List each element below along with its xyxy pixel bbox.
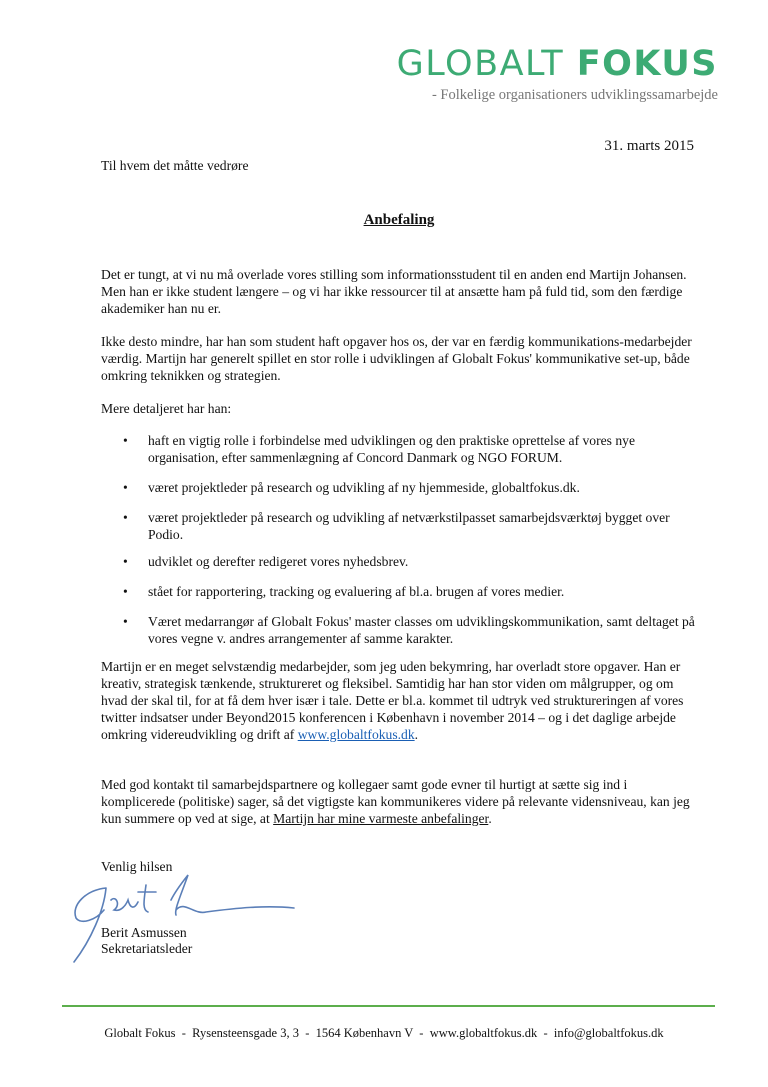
- letter-title: Anbefaling: [363, 212, 435, 228]
- underlined-text: Martijn har mine varmeste anbefalinger: [273, 811, 489, 826]
- closing: Venlig hilsen: [101, 859, 173, 874]
- logo-bold: FOKUS: [576, 44, 718, 84]
- paragraph: [101, 776, 701, 827]
- list-item: • været projektleder på research og udvikling af netværkstilpasset samarbejdsværktøj bygget over Podio.: [123, 510, 670, 542]
- list-item: • været projektleder på research og udvikling af ny hjemmeside, globaltfokus.dk.: [123, 480, 580, 495]
- paragraph-end: .: [488, 811, 492, 826]
- paragraph-text: Martijn er en meget selvstændig medarbejder, som jeg uden bekymring, har overladt store opgaver. Han er kreativ, strategisk tænkende, struktureret og fleksibel. Samtidig har han stor viden om målgrupper, og om hvad der skal til, for at få dem hver især i tale. Dette er bl.a. kommet til udtryk ved struktureringen af vores twitter indsatser under Beyond2015 konferencen i København i november 2014 – og i det daglige arbejde omkring videreudvikling og drift af: [101, 659, 684, 742]
- list-item: • haft en vigtig rolle i forbindelse med udviklingen og den praktiske oprettelse af vores nye organisation, efter sammenlægning af Concord Danmark og NGO FORUM.: [123, 433, 635, 465]
- list-item-text: haft en vigtig rolle i forbindelse med udviklingen og den praktiske oprettelse af vores nye organisation, efter sammenlægning af Concord Danmark og NGO FORUM.: [148, 433, 635, 465]
- logo: [397, 44, 718, 84]
- tagline: - Folkelige organisationers udviklingssamarbejde: [431, 87, 718, 103]
- salutation: Til hvem det måtte vedrøre: [101, 158, 249, 173]
- list-item-text: Været medarrangør af Globalt Fokus' master classes om udviklingskommunikation, samt deltaget på vores vegne v. andres arrangementer af samme karakter.: [148, 614, 695, 646]
- paragraph-text: Med god kontakt til samarbejdspartnere og kollegaer samt gode evner til hurtigt at sætte sig ind i komplicerede (politiske) sager, så det vigtigste kan kommunikeres videre på relevante vidensniveau, kan jeg kun summere op ved at sige, at: [101, 777, 690, 826]
- list-item: • udviklet og derefter redigeret vores nyhedsbrev.: [123, 554, 409, 569]
- signer-title: Sekretariatsleder: [101, 941, 193, 956]
- list-item: • Været medarrangør af Globalt Fokus' master classes om udviklingskommunikation, samt deltaget på vores vegne v. andres arrangementer af samme karakter.: [123, 614, 695, 646]
- paragraph-end: .: [414, 727, 419, 742]
- paragraph: Mere detaljeret har han:: [101, 401, 232, 416]
- logo-light: GLOBALT: [396, 44, 577, 84]
- paragraph: Det er tungt, at vi nu må overlade vores stilling som informationsstudent til en anden end Martijn Johansen. Men han er ikke student længere – og vi har ikke ressourcer til at ansætte ham på fuld tid, som den færdige akademiker han nu er.: [101, 267, 687, 316]
- website-link[interactable]: www.globaltfokus.dk: [297, 727, 415, 742]
- list-item-text: været projektleder på research og udvikling af netværkstilpasset samarbejdsværktøj bygget over Podio.: [148, 510, 670, 542]
- paragraph: Ikke desto mindre, har han som student haft opgaver hos os, der var en færdig kommunikations-medarbejder værdig. Martijn har generelt spillet en stor rolle i udviklingen af Globalt Fokus' kommunikative set-up, både omkring teknikken og strategien.: [101, 334, 692, 383]
- list-item-text: været projektleder på research og udvikling af ny hjemmeside, globaltfokus.dk.: [148, 480, 580, 495]
- footer: Globalt Fokus - Rysensteensgade 3, 3 - 1564 København V - www.globaltfokus.dk - info@globaltfokus.dk: [104, 1026, 664, 1040]
- list-item: • stået for rapportering, tracking og evaluering af bl.a. brugen af vores medier.: [123, 584, 565, 599]
- list-item-text: stået for rapportering, tracking og evaluering af bl.a. brugen af vores medier.: [148, 584, 565, 599]
- paragraph: [101, 658, 701, 743]
- list-item-text: udviklet og derefter redigeret vores nyhedsbrev.: [148, 554, 409, 569]
- footer-divider: [62, 1005, 715, 1007]
- signer-name: Berit Asmussen: [101, 925, 187, 940]
- date: 31. marts 2015: [604, 138, 694, 154]
